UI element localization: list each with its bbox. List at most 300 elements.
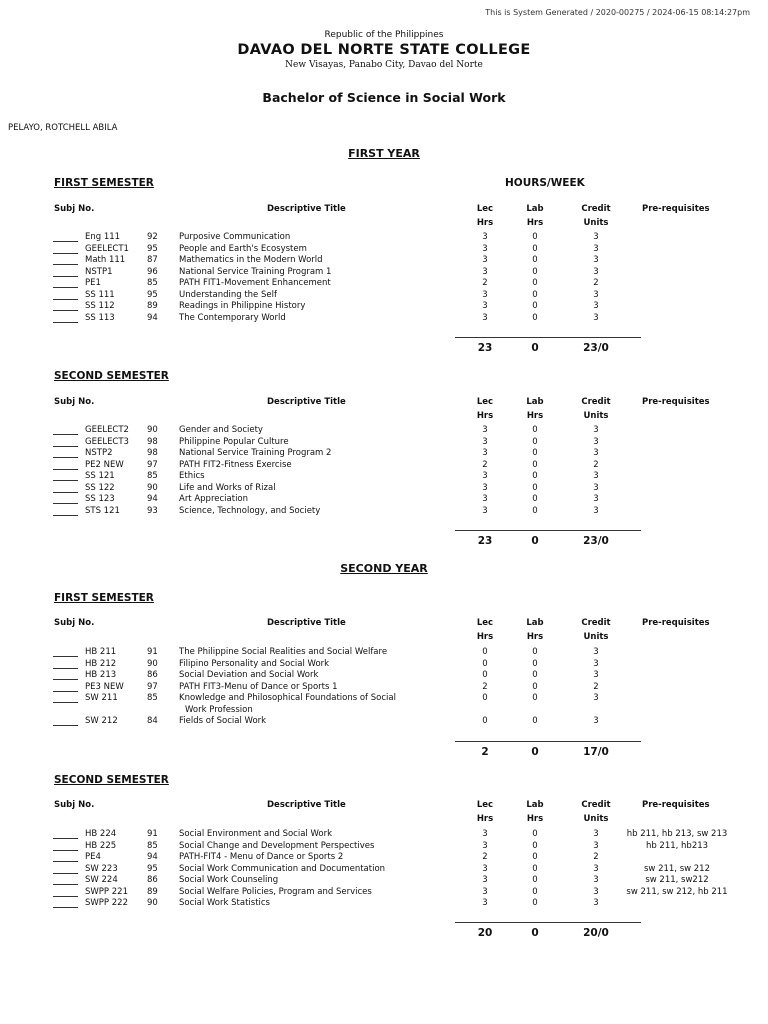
course-code: SS 113 [85, 312, 115, 323]
total-lec-hrs: 2 [481, 746, 489, 758]
col-prerequisites: Pre-requisites [642, 204, 710, 214]
course-row [0, 841, 768, 853]
semester-heading [54, 592, 154, 604]
course-row [0, 244, 768, 256]
course-title [179, 448, 331, 460]
course-code: GEELECT3 [85, 436, 129, 447]
course-credit-units: 3 [593, 829, 599, 839]
semester-heading-label: FIRST SEMESTER [54, 177, 154, 189]
semester-heading [54, 370, 169, 382]
course-credit-units: 3 [593, 232, 599, 242]
course-lab-hrs: 0 [532, 448, 538, 458]
course-title [179, 313, 286, 325]
course-lec-hrs: 0 [482, 716, 488, 726]
grade-blank-line [53, 515, 78, 516]
course-code: GEELECT1 [85, 243, 129, 254]
course-row [0, 483, 768, 495]
grade-blank-line [53, 457, 78, 458]
total-credit-units: 17/0 [583, 746, 609, 758]
course-title-line: Mathematics in the Modern World [179, 255, 323, 265]
col-descriptive-title: Descriptive Title [267, 397, 346, 407]
semester-heading-label: SECOND SEMESTER [54, 370, 169, 382]
course-credit-units: 3 [593, 898, 599, 908]
course-title [179, 301, 305, 313]
course-lec-hrs: 3 [482, 840, 488, 851]
col-lab-hrs: Hrs [526, 218, 544, 228]
student-name: PELAYO, ROTCHELL ABILA [8, 123, 118, 133]
col-lab: Lab [526, 800, 544, 810]
course-lab-hrs: 0 [532, 670, 538, 680]
grade-blank-line [53, 253, 78, 254]
col-descriptive-title: Descriptive Title [267, 800, 346, 810]
col-lab: Lab [526, 397, 544, 407]
col-descriptive-title: Descriptive Title [267, 618, 346, 628]
course-credit-units: 3 [593, 863, 599, 874]
grade-blank-line [53, 287, 78, 288]
column-header [0, 800, 768, 830]
course-title-line: Philippine Popular Culture [179, 436, 289, 447]
course-lab-hrs: 0 [532, 505, 538, 516]
course-title [179, 255, 323, 267]
course-lec-hrs: 3 [482, 243, 488, 254]
course-grade: 86 [147, 875, 158, 885]
course-title [179, 841, 374, 853]
grade-blank-line [53, 264, 78, 265]
grade-blank-line [53, 503, 78, 504]
course-row [0, 887, 768, 899]
grade-blank-line [53, 656, 78, 657]
course-lab-hrs: 0 [532, 693, 538, 703]
course-lab-hrs: 0 [532, 425, 538, 435]
course-credit-units: 3 [593, 312, 599, 323]
course-title-line: Social Work Counseling [179, 875, 279, 885]
course-credit-units: 3 [593, 886, 599, 897]
course-lab-hrs: 0 [532, 852, 538, 862]
course-title-line: The Philippine Social Realities and Social Welfare [179, 647, 388, 657]
grade-blank-line [53, 873, 78, 874]
course-title-line: Filipino Personality and Social Work [179, 658, 330, 669]
course-code: GEELECT2 [85, 425, 129, 435]
course-prerequisites: hb 211, hb 213, sw 213 [626, 829, 728, 839]
semester-totals [0, 342, 768, 356]
course-code: PE1 [85, 278, 101, 288]
course-row [0, 494, 768, 506]
course-credit-units: 3 [593, 875, 599, 885]
course-row [0, 716, 768, 728]
grade-blank-line [53, 480, 78, 481]
col-credit-units: Units [583, 411, 609, 421]
course-code: HB 212 [85, 658, 117, 669]
course-grade: 94 [147, 494, 158, 504]
course-code: SS 112 [85, 301, 115, 311]
course-title [179, 887, 372, 899]
course-code: SS 111 [85, 289, 115, 300]
course-title [179, 437, 289, 449]
course-lec-hrs: 3 [482, 886, 488, 897]
course-row [0, 437, 768, 449]
grade-blank-line [53, 241, 78, 242]
course-table [0, 232, 768, 324]
course-grade: 85 [147, 278, 158, 288]
course-lab-hrs: 0 [532, 716, 538, 726]
course-code: HB 224 [85, 829, 117, 839]
course-credit-units: 3 [593, 289, 599, 300]
course-code: PE4 [85, 852, 101, 862]
col-lec: Lec [476, 204, 494, 214]
grade-blank-line [53, 469, 78, 470]
course-grade: 89 [147, 301, 158, 311]
course-title-line: Fields of Social Work [179, 716, 267, 726]
grade-blank-line [53, 434, 78, 435]
course-credit-units: 3 [593, 266, 599, 277]
course-title [179, 244, 307, 256]
course-lab-hrs: 0 [532, 681, 538, 692]
course-row [0, 829, 768, 841]
year-heading-label: FIRST YEAR [348, 147, 420, 160]
course-title-line: Purposive Communication [179, 232, 291, 242]
course-title [179, 460, 292, 472]
course-title-line: Social Work Statistics [179, 898, 270, 908]
course-lab-hrs: 0 [532, 898, 538, 908]
course-code: SW 224 [85, 875, 118, 885]
grade-blank-line [53, 492, 78, 493]
course-title [179, 659, 329, 671]
course-title-line: Understanding the Self [179, 289, 277, 300]
course-credit-units: 3 [593, 471, 599, 481]
course-lab-hrs: 0 [532, 266, 538, 277]
course-title-line: Ethics [179, 471, 205, 481]
course-credit-units: 2 [593, 278, 599, 288]
course-title [179, 693, 396, 716]
total-credit-units: 20/0 [583, 927, 609, 939]
course-lec-hrs: 3 [482, 875, 488, 885]
course-row [0, 267, 768, 279]
course-table [0, 425, 768, 517]
college-name: DAVAO DEL NORTE STATE COLLEGE [237, 42, 531, 58]
course-lec-hrs: 3 [482, 863, 488, 874]
course-grade: 85 [147, 471, 158, 481]
course-title-line: Gender and Society [179, 425, 263, 435]
course-title-line: PATH FIT1-Movement Enhancement [179, 278, 331, 288]
total-lab-hrs: 0 [531, 342, 539, 354]
course-code: SS 123 [85, 494, 115, 504]
course-code: Eng 111 [85, 232, 121, 242]
course-grade: 94 [147, 852, 158, 862]
course-title-line: PATH FIT2-Fitness Exercise [179, 459, 292, 470]
system-generated-note: This is System Generated / 2020-00275 / 2024-06-15 08:14:27pm [485, 8, 750, 17]
course-lec-hrs: 3 [482, 425, 488, 435]
totals-divider [455, 922, 641, 923]
grade-blank-line [53, 679, 78, 680]
col-subj-no: Subj No. [54, 204, 95, 214]
grade-blank-line [53, 299, 78, 300]
course-lec-hrs: 0 [482, 670, 488, 680]
course-lab-hrs: 0 [532, 647, 538, 657]
grade-blank-line [53, 668, 78, 669]
course-lab-hrs: 0 [532, 255, 538, 265]
course-credit-units: 3 [593, 716, 599, 726]
total-lab-hrs: 0 [531, 746, 539, 758]
col-prerequisites: Pre-requisites [642, 800, 710, 810]
course-credit-units: 3 [593, 693, 599, 703]
col-credit: Credit [581, 397, 611, 407]
course-title-line2: Work Profession [185, 704, 253, 715]
course-grade: 97 [147, 681, 158, 692]
course-row [0, 670, 768, 682]
course-title [179, 494, 248, 506]
course-title-line: Social Work Communication and Documentation [179, 863, 386, 874]
course-lec-hrs: 2 [482, 278, 488, 288]
grade-blank-line [53, 850, 78, 851]
course-grade: 98 [147, 436, 158, 447]
column-header [0, 397, 768, 427]
course-lab-hrs: 0 [532, 312, 538, 323]
course-title-line: National Service Training Program 2 [179, 448, 332, 458]
course-credit-units: 2 [593, 459, 599, 470]
course-row [0, 448, 768, 460]
col-lab-hrs: Hrs [526, 814, 544, 824]
course-code: SS 122 [85, 482, 115, 493]
grade-blank-line [53, 725, 78, 726]
course-prerequisites: sw 211, sw 212, hb 211 [626, 886, 728, 897]
course-credit-units: 3 [593, 425, 599, 435]
total-lec-hrs: 23 [477, 535, 493, 547]
grade-blank-line [53, 691, 78, 692]
course-credit-units: 3 [593, 647, 599, 657]
col-credit-units: Units [583, 218, 609, 228]
course-lec-hrs: 3 [482, 289, 488, 300]
totals-divider [455, 337, 641, 338]
course-title-line: Art Appreciation [179, 494, 249, 504]
course-grade: 90 [147, 425, 158, 435]
course-title-line: National Service Training Program 1 [179, 266, 332, 277]
course-row [0, 460, 768, 472]
course-title [179, 829, 332, 841]
course-prerequisites: hb 211, hb213 [645, 840, 709, 851]
course-lab-hrs: 0 [532, 232, 538, 242]
course-grade: 93 [147, 505, 158, 516]
course-title [179, 716, 266, 728]
course-row [0, 232, 768, 244]
col-lec: Lec [476, 800, 494, 810]
course-grade: 95 [147, 289, 158, 300]
college-address: New Visayas, Panabo City, Davao del Norte [285, 60, 483, 70]
total-lab-hrs: 0 [531, 927, 539, 939]
course-credit-units: 3 [593, 658, 599, 669]
col-lab-hrs: Hrs [526, 411, 544, 421]
course-prerequisites: sw 211, sw 212 [643, 863, 711, 874]
course-title [179, 267, 331, 279]
course-title-line: PATH FIT3-Menu of Dance or Sports 1 [179, 681, 338, 692]
semester-heading [54, 774, 169, 786]
course-title-line: Social Deviation and Social Work [179, 670, 319, 680]
col-subj-no: Subj No. [54, 618, 95, 628]
course-code: SWPP 222 [85, 898, 128, 908]
course-grade: 95 [147, 863, 158, 874]
col-lec-hrs: Hrs [476, 814, 494, 824]
col-lec-hrs: Hrs [476, 411, 494, 421]
course-title-line: Science, Technology, and Society [179, 505, 321, 516]
course-credit-units: 3 [593, 840, 599, 851]
totals-divider [455, 741, 641, 742]
course-code: HB 225 [85, 840, 117, 851]
grade-blank-line [53, 446, 78, 447]
course-code: PE2 NEW [85, 459, 124, 470]
course-lab-hrs: 0 [532, 863, 538, 874]
grade-blank-line [53, 322, 78, 323]
course-grade: 96 [147, 266, 158, 277]
course-grade: 87 [147, 255, 158, 265]
course-credit-units: 3 [593, 448, 599, 458]
course-lab-hrs: 0 [532, 482, 538, 493]
course-title [179, 278, 331, 290]
course-title-line: Social Change and Development Perspectives [179, 840, 375, 851]
course-credit-units: 3 [593, 436, 599, 447]
course-title-line: Readings in Philippine History [179, 301, 306, 311]
course-code: PE3 NEW [85, 681, 124, 692]
course-row [0, 471, 768, 483]
course-lec-hrs: 3 [482, 301, 488, 311]
col-credit: Credit [581, 204, 611, 214]
course-row [0, 852, 768, 864]
course-lec-hrs: 2 [482, 459, 488, 470]
course-row [0, 313, 768, 325]
semester-totals [0, 746, 768, 760]
course-lab-hrs: 0 [532, 840, 538, 851]
course-row [0, 255, 768, 267]
course-lab-hrs: 0 [532, 301, 538, 311]
semester-totals [0, 535, 768, 549]
republic-label: Republic of the Philippines [324, 30, 444, 40]
course-title [179, 232, 290, 244]
col-lec-hrs: Hrs [476, 218, 494, 228]
col-descriptive-title: Descriptive Title [267, 204, 346, 214]
course-grade: 98 [147, 448, 158, 458]
course-lec-hrs: 3 [482, 312, 488, 323]
course-credit-units: 2 [593, 681, 599, 692]
course-lec-hrs: 3 [482, 436, 488, 447]
course-code: SW 223 [85, 863, 118, 874]
grade-blank-line [53, 907, 78, 908]
grade-blank-line [53, 896, 78, 897]
course-lab-hrs: 0 [532, 875, 538, 885]
course-row [0, 425, 768, 437]
total-credit-units: 23/0 [583, 535, 609, 547]
total-lab-hrs: 0 [531, 535, 539, 547]
course-grade: 85 [147, 693, 158, 703]
year-heading [0, 562, 768, 575]
year-heading-label: SECOND YEAR [340, 562, 428, 575]
course-title-line: The Contemporary World [179, 312, 286, 323]
course-grade: 91 [147, 647, 158, 657]
hours-week-label: HOURS/WEEK [505, 177, 585, 189]
course-row [0, 647, 768, 659]
semester-heading [54, 177, 154, 189]
course-title [179, 290, 277, 302]
course-code: NSTP1 [85, 266, 113, 277]
year-heading [0, 147, 768, 160]
course-prerequisites: sw 211, sw212 [645, 875, 709, 885]
course-lab-hrs: 0 [532, 289, 538, 300]
course-title [179, 852, 343, 864]
col-subj-no: Subj No. [54, 800, 95, 810]
course-lab-hrs: 0 [532, 829, 538, 839]
course-lec-hrs: 2 [482, 681, 488, 692]
course-lab-hrs: 0 [532, 436, 538, 447]
course-grade: 90 [147, 898, 158, 908]
total-credit-units: 23/0 [583, 342, 609, 354]
col-credit-units: Units [583, 632, 609, 642]
course-credit-units: 3 [593, 301, 599, 311]
column-header [0, 618, 768, 648]
course-row [0, 864, 768, 876]
course-row [0, 301, 768, 313]
grade-blank-line [53, 702, 78, 703]
course-row [0, 290, 768, 302]
course-code: HB 211 [85, 647, 117, 657]
course-title-line: Social Environment and Social Work [179, 829, 332, 839]
course-credit-units: 3 [593, 494, 599, 504]
program-title: Bachelor of Science in Social Work [262, 90, 506, 105]
course-title [179, 647, 387, 659]
col-lab: Lab [526, 204, 544, 214]
course-grade: 95 [147, 243, 158, 254]
col-prerequisites: Pre-requisites [642, 618, 710, 628]
course-title [179, 506, 320, 518]
col-credit: Credit [581, 800, 611, 810]
course-lec-hrs: 3 [482, 482, 488, 493]
course-lec-hrs: 2 [482, 852, 488, 862]
course-credit-units: 2 [593, 852, 599, 862]
col-lec-hrs: Hrs [476, 632, 494, 642]
grade-blank-line [53, 884, 78, 885]
course-row [0, 682, 768, 694]
totals-divider [455, 530, 641, 531]
course-title [179, 875, 278, 887]
course-lab-hrs: 0 [532, 243, 538, 254]
course-lec-hrs: 3 [482, 494, 488, 504]
course-grade: 91 [147, 829, 158, 839]
course-row [0, 278, 768, 290]
course-code: HB 213 [85, 670, 117, 680]
course-lec-hrs: 3 [482, 898, 488, 908]
course-grade: 86 [147, 670, 158, 680]
course-lab-hrs: 0 [532, 471, 538, 481]
course-title [179, 864, 385, 876]
course-title-line: Social Welfare Policies, Program and Services [179, 886, 372, 897]
semester-heading-label: SECOND SEMESTER [54, 774, 169, 786]
col-subj-no: Subj No. [54, 397, 95, 407]
course-title [179, 425, 263, 437]
grade-blank-line [53, 861, 78, 862]
course-lab-hrs: 0 [532, 886, 538, 897]
course-title-line: Knowledge and Philosophical Foundations of Social [179, 693, 396, 703]
col-lec: Lec [476, 397, 494, 407]
course-lec-hrs: 0 [482, 658, 488, 669]
semester-totals [0, 927, 768, 941]
course-code: STS 121 [85, 505, 120, 516]
course-title-line: PATH-FIT4 - Menu of Dance or Sports 2 [179, 852, 344, 862]
course-title [179, 682, 338, 694]
course-lec-hrs: 3 [482, 255, 488, 265]
course-credit-units: 3 [593, 255, 599, 265]
col-credit-units: Units [583, 814, 609, 824]
course-lec-hrs: 3 [482, 829, 488, 839]
course-grade: 90 [147, 658, 158, 669]
course-code: NSTP2 [85, 448, 113, 458]
course-grade: 92 [147, 232, 158, 242]
grade-blank-line [53, 838, 78, 839]
